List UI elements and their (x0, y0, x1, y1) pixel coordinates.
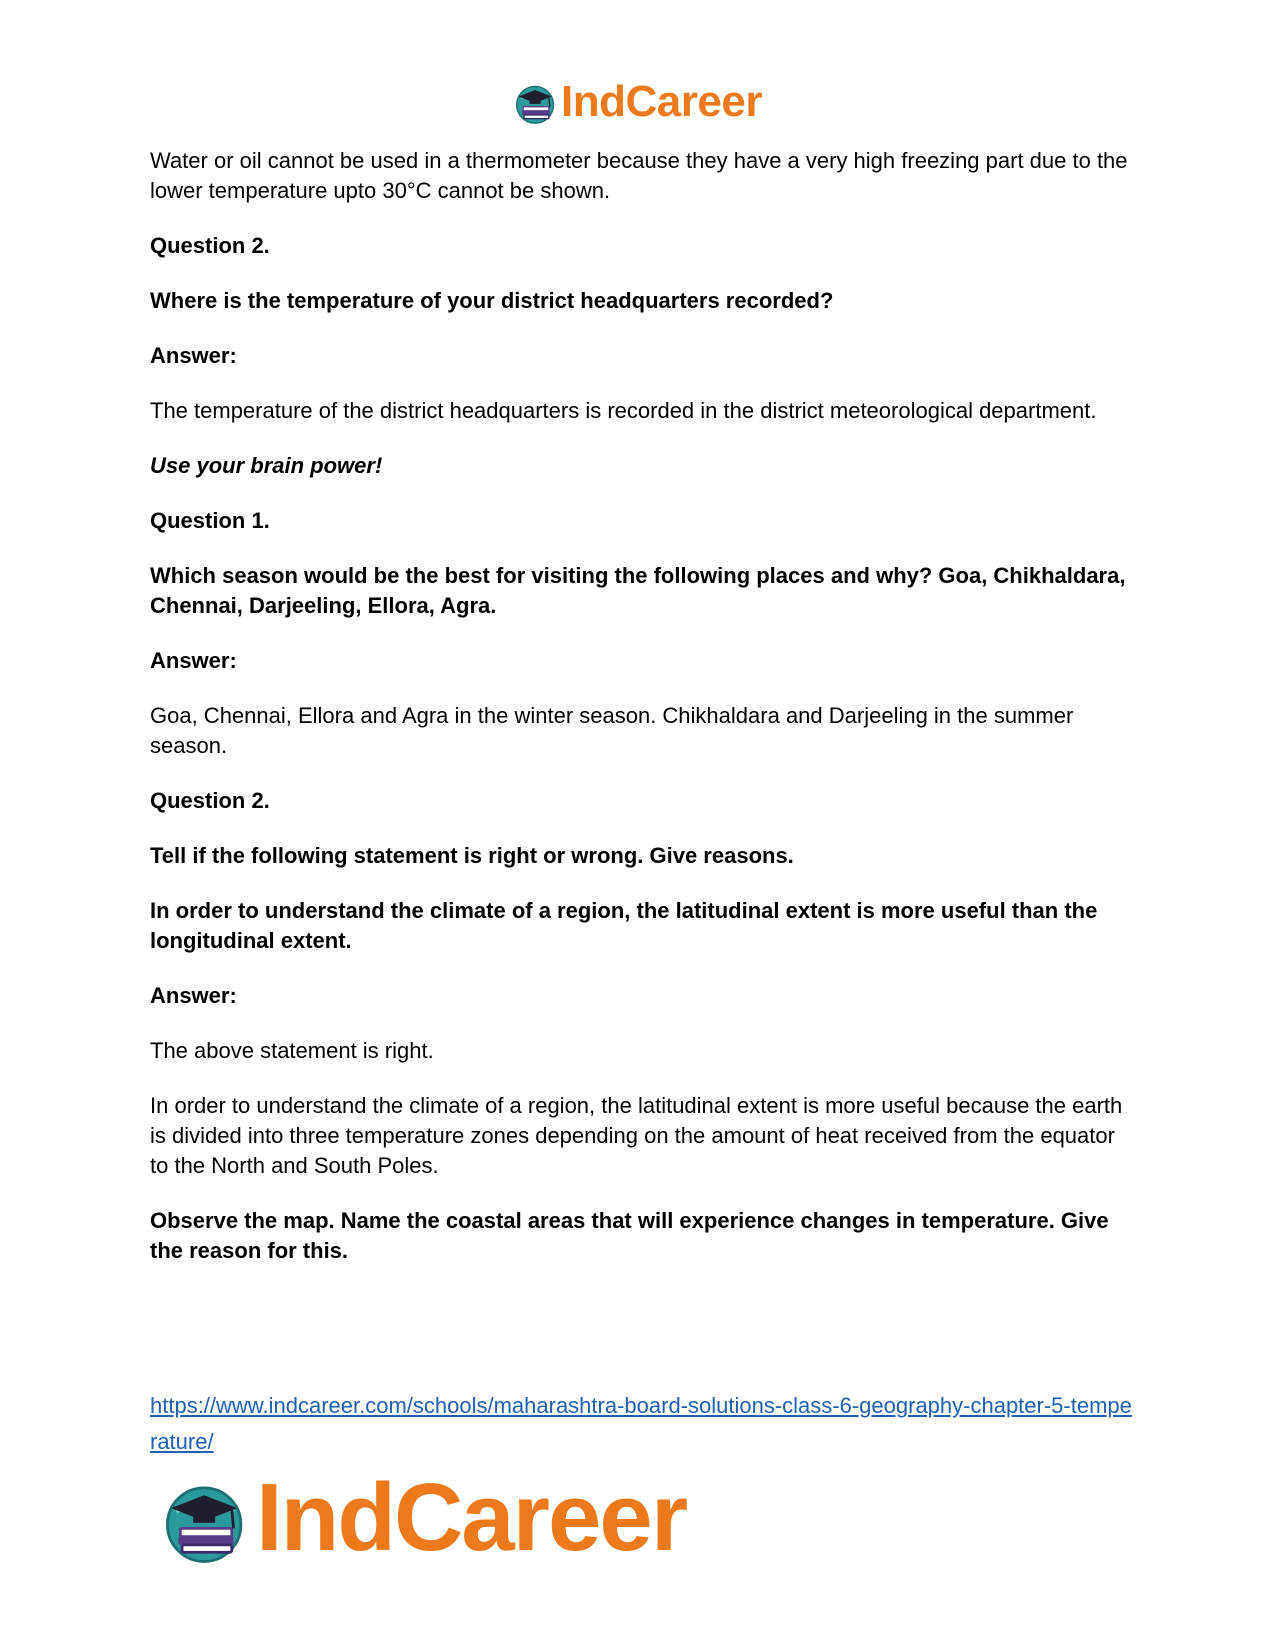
paragraph: Water or oil cannot be used in a thermometer because they have a very high freezing part due to the lower temperature upto 30°C cannot be shown. (150, 148, 1128, 203)
section-heading: Use your brain power! (150, 453, 383, 478)
answer-text: In order to understand the climate of a region, the latitudinal extent is more useful because the earth is divided into three temperature zones depending on the amount of heat received from the equator to the North and South Poles. (150, 1093, 1123, 1178)
question-text: Observe the map. Name the coastal areas that will experience changes in temperature. Give the reason for this. (150, 1208, 1109, 1263)
answer-label: Answer: (150, 983, 237, 1008)
question-text: Tell if the following statement is right or wrong. Give reasons. (150, 843, 794, 868)
question-text: Where is the temperature of your district headquarters recorded? (150, 288, 834, 313)
question-heading: Question 2. (150, 788, 270, 813)
indcareer-logo (160, 1464, 687, 1571)
source-link[interactable]: https://www.indcareer.com/schools/maharashtra-board-solutions-class-6-geography-chapter-5-temperature/ (150, 1393, 1132, 1454)
globe-graduation-cap-books-icon (160, 1475, 252, 1567)
globe-graduation-cap-books-icon (513, 80, 559, 126)
question-statement: In order to understand the climate of a region, the latitudinal extent is more useful than the longitudinal extent. (150, 898, 1098, 953)
header-logo (0, 78, 1275, 126)
source-link-block (150, 1388, 1135, 1460)
answer-text: Goa, Chennai, Ellora and Agra in the winter season. Chikhaldara and Darjeeling in the summer season. (150, 703, 1074, 758)
answer-label: Answer: (150, 343, 237, 368)
logo-text: IndCareer (256, 1464, 687, 1571)
indcareer-logo (513, 78, 762, 126)
answer-text: The above statement is right. (150, 1038, 434, 1063)
question-text: Which season would be the best for visiting the following places and why? Goa, Chikhaldara, Chennai, Darjeeling, Ellora, Agra. (150, 563, 1126, 618)
footer-logo (160, 1464, 687, 1571)
question-heading: Question 2. (150, 233, 270, 258)
answer-label: Answer: (150, 648, 237, 673)
document-body (150, 146, 1135, 1291)
question-heading: Question 1. (150, 508, 270, 533)
answer-text: The temperature of the district headquarters is recorded in the district meteorological department. (150, 398, 1097, 423)
logo-text: IndCareer (561, 77, 762, 126)
